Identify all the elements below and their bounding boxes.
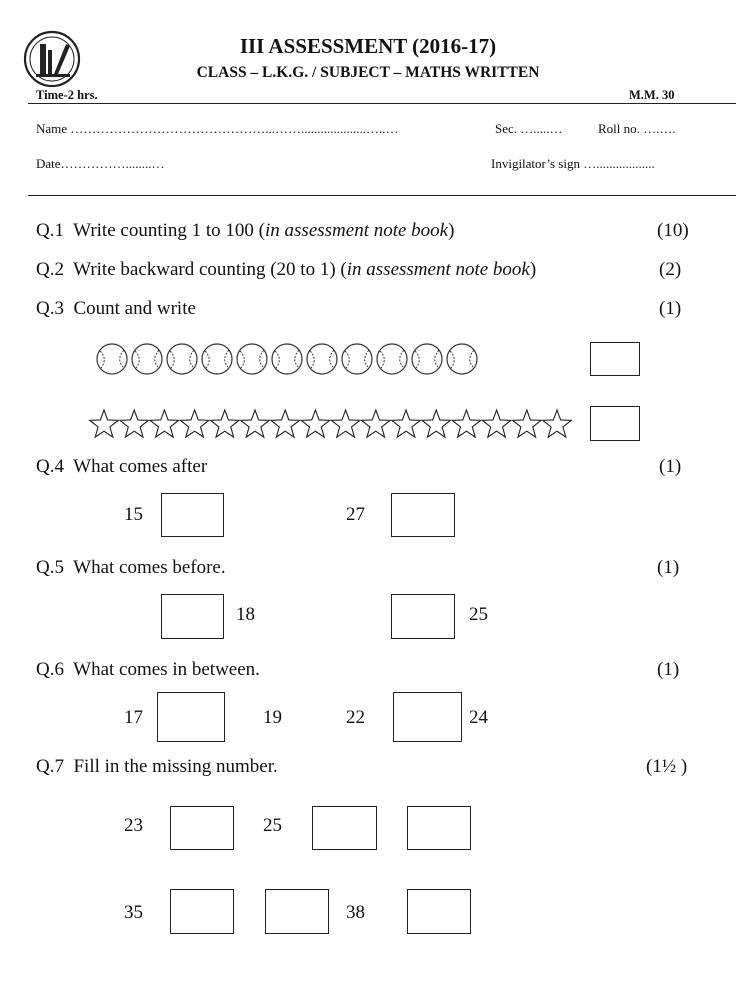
question-2: Q.2 Write backward counting (20 to 1) (in assessment note book) bbox=[36, 259, 537, 280]
question-4: Q.4 What comes after bbox=[36, 456, 208, 477]
star-icon bbox=[241, 410, 270, 437]
name-field[interactable]: Name ………………………………………...……....................…..… bbox=[36, 121, 399, 136]
date-field[interactable]: Date……………........… bbox=[36, 156, 165, 171]
ball-icon bbox=[377, 344, 407, 374]
q6-number-4: 24 bbox=[469, 707, 488, 728]
ball-icon bbox=[447, 344, 477, 374]
star-icon bbox=[482, 410, 511, 437]
page-title: III ASSESSMENT (2016-17) bbox=[239, 34, 497, 58]
q7-row2-number-1: 35 bbox=[124, 902, 143, 923]
star-icon bbox=[543, 410, 572, 437]
ball-icon bbox=[342, 344, 372, 374]
q5-answer-box-2[interactable] bbox=[391, 594, 455, 639]
question-6-marks: (1) bbox=[657, 659, 680, 680]
q7-row1-answer-box-1[interactable] bbox=[170, 806, 234, 850]
fields-divider bbox=[28, 195, 736, 196]
q7-row1-number-1: 23 bbox=[124, 815, 143, 836]
header-divider bbox=[28, 103, 736, 104]
q7-row2-answer-box-3[interactable] bbox=[407, 889, 471, 934]
star-icon bbox=[90, 410, 119, 437]
star-icon bbox=[362, 410, 391, 437]
answer-box-stars[interactable] bbox=[590, 406, 640, 441]
q7-row2-answer-box-1[interactable] bbox=[170, 889, 234, 934]
q6-number-3: 22 bbox=[346, 707, 365, 728]
q7-row1-number-2: 25 bbox=[263, 815, 282, 836]
ball-icon bbox=[272, 344, 302, 374]
star-icon bbox=[271, 410, 300, 437]
star-icon bbox=[513, 410, 542, 437]
invigilator-sign-field[interactable]: Invigilator’s sign ….................. bbox=[491, 156, 655, 171]
star-icon bbox=[120, 410, 149, 437]
q5-answer-box-1[interactable] bbox=[161, 594, 224, 639]
ball-icon bbox=[412, 344, 442, 374]
question-3-marks: (1) bbox=[659, 298, 682, 319]
q6-answer-box-1[interactable] bbox=[157, 692, 225, 742]
star-icon bbox=[422, 410, 451, 437]
q7-row1-answer-box-2[interactable] bbox=[312, 806, 377, 850]
stars-group bbox=[88, 406, 578, 442]
section-field[interactable]: Sec. ….....… bbox=[495, 121, 563, 136]
star-icon bbox=[452, 410, 481, 437]
q4-answer-box-1[interactable] bbox=[161, 493, 224, 537]
q4-number-1: 15 bbox=[124, 504, 143, 525]
question-4-marks: (1) bbox=[659, 456, 682, 477]
q6-number-1: 17 bbox=[124, 707, 143, 728]
question-1: Q.1 Write counting 1 to 100 (in assessment note book) bbox=[36, 220, 455, 241]
star-icon bbox=[331, 410, 360, 437]
q7-row2-answer-box-2[interactable] bbox=[265, 889, 329, 934]
q5-number-1: 18 bbox=[236, 604, 255, 625]
question-3: Q.3 Count and write bbox=[36, 298, 196, 319]
q6-number-2: 19 bbox=[263, 707, 282, 728]
ball-icon bbox=[202, 344, 232, 374]
question-7: Q.7 Fill in the missing number. bbox=[36, 756, 278, 777]
ball-icon bbox=[307, 344, 337, 374]
q4-number-2: 27 bbox=[346, 504, 365, 525]
answer-box-balls[interactable] bbox=[590, 342, 640, 376]
question-1-marks: (10) bbox=[657, 220, 689, 241]
star-icon bbox=[180, 410, 209, 437]
max-marks-label: M.M. 30 bbox=[629, 88, 675, 102]
question-6: Q.6 What comes in between. bbox=[36, 659, 260, 680]
q7-row1-answer-box-3[interactable] bbox=[407, 806, 471, 850]
question-5: Q.5 What comes before. bbox=[36, 557, 226, 578]
star-icon bbox=[392, 410, 421, 437]
q5-number-2: 25 bbox=[469, 604, 488, 625]
ball-icon bbox=[132, 344, 162, 374]
q4-answer-box-2[interactable] bbox=[391, 493, 455, 537]
time-label: Time-2 hrs. bbox=[36, 88, 98, 102]
ball-icon bbox=[237, 344, 267, 374]
question-7-marks: (1½ ) bbox=[646, 756, 688, 777]
star-icon bbox=[150, 410, 179, 437]
star-icon bbox=[211, 410, 240, 437]
question-5-marks: (1) bbox=[657, 557, 680, 578]
balls-group bbox=[96, 342, 496, 376]
ball-icon bbox=[167, 344, 197, 374]
roll-no-field[interactable]: Roll no. ….…. bbox=[598, 121, 676, 136]
star-icon bbox=[301, 410, 330, 437]
question-2-marks: (2) bbox=[659, 259, 682, 280]
page-subtitle: CLASS – L.K.G. / SUBJECT – MATHS WRITTEN bbox=[196, 64, 540, 81]
q6-answer-box-2[interactable] bbox=[393, 692, 462, 742]
q7-row2-number-2: 38 bbox=[346, 902, 365, 923]
ball-icon bbox=[97, 344, 127, 374]
